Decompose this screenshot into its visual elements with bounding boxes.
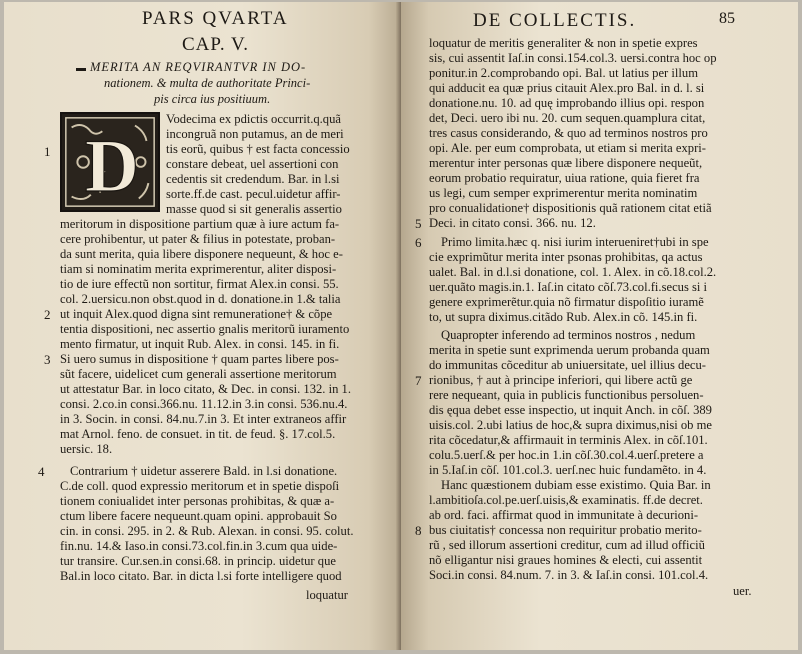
summary-line-2: nationem. & multa de authoritate Princi- <box>104 76 311 90</box>
text-line: mento firmatur, ut inquit Rub. Alex. in consi. 145. in fi. <box>60 337 340 351</box>
text-line: nõ elligantur nisi graues homines & electi, cui assentit <box>429 553 703 567</box>
text-line: do immunitas cõceditur ab uniuersitate, uel illius decu- <box>429 358 706 372</box>
text-line: ctum libere facere nequeunt.quam opini. approbauit So <box>60 509 337 523</box>
text-line: Quapropter inferendo ad terminos nostros , nedum <box>441 328 696 342</box>
text-line: to, ut supra diximus.citãdo Rub. Alex.in cõ. 145.in fi. <box>429 310 698 324</box>
right-page <box>401 2 798 650</box>
text-line: qui adducit ea quæ prius citauit Alex.pro Bal. in d. l. si <box>429 81 705 95</box>
margin-number: 1 <box>44 144 51 159</box>
text-line: ab ord. faci. affirmat quod in immunitate à decurioni- <box>429 508 699 522</box>
right-running-head: DE COLLECTIS. <box>473 10 637 31</box>
text-line: loquatur de meritis generaliter & non in spetie expres <box>429 36 698 50</box>
text-line: pro conualidatione† dispositionis quã rationem citat etiã <box>429 201 712 215</box>
chapter-heading: CAP. V. <box>182 34 250 55</box>
text-line: opi. Ale. per eum comprobata, ut etiam si merita expri- <box>429 141 706 155</box>
text-line: colu.5.uerſ.& per hoc.in 1.in cõſ.30.col.4.uerſ.pretere a <box>429 448 704 462</box>
text-line: Deci. in citato consi. 366. nu. 12. <box>429 216 596 230</box>
summary-line-3: pis circa ius positiuum. <box>154 92 271 106</box>
text-line: in 5.Iaſ.in cõſ. 101.col.3. uerſ.nec huic fundamẽto. in 4. <box>429 463 707 477</box>
text-line: sorte.ff.de cast. pecul.uidetur affir- <box>166 187 341 201</box>
text-line: det, Deci. uero ibi nu. 20. cum sequen.quamplura citat, <box>429 111 706 125</box>
text-line: col. 2.uersicu.non obst.quod in d. donatione.in 1.& talia <box>60 292 341 306</box>
text-line: Contrarium † uidetur asserere Bald. in l.si donatione. <box>70 464 338 478</box>
text-line: uisis.col. 2.ubi latius de hoc,& supra diximus,nisi ob me <box>429 418 712 432</box>
text-line: mat Arnol. feno. de consuet. in tit. de feud. §. 17.col.5. <box>60 427 336 441</box>
open-book <box>4 2 798 650</box>
text-line: Primo limita.hæc q. nisi iurim interueniret†ubi in spe <box>441 235 709 249</box>
text-line: us legi, cum semper exprimerentur merita nominatim <box>429 186 698 200</box>
margin-number: 3 <box>44 352 51 367</box>
text-line: ponitur.in 2.comprobando opi. Bal. ut latius per illum <box>429 66 698 80</box>
text-line: tiam si nominatim merita exprimerentur, aliter disposi- <box>60 262 337 276</box>
page-number: 85 <box>719 10 735 27</box>
text-line: genere exprimerẽtur.quia nõ firmatur dispoſitio iuramẽ <box>429 295 704 309</box>
text-line: masse quod si sit generalis assertio <box>166 202 342 216</box>
text-line: uer.quãto magis.in.1. Iaſ.in citato cõſ.73.col.fi.secus si i <box>429 280 708 294</box>
text-line: consi. 2.co.in consi.366.nu. 11.12.in 3.in consi. 536.nu.4. <box>60 397 348 411</box>
summary-marker <box>76 68 86 71</box>
text-line: tionem coniualidet inter personas prohibitas, & quæ a- <box>60 494 335 508</box>
text-line: merita in spetie sunt exprimenda uerum probanda quam <box>429 343 710 357</box>
left-running-head: PARS QVARTA <box>142 8 289 29</box>
text-line: Bal.in loco citato. Bar. in dicta l.si forte intelligere quod <box>60 569 342 583</box>
text-line: fin.nu. 14.& Iaso.in consi.73.col.fin.in 3.cum qua uide- <box>60 539 338 553</box>
text-line: eorum probatio requiratur, uiua ratione, quia fieret fra <box>429 171 700 185</box>
text-line: Hanc quæstionem dubiam esse existimo. Quia Bar. in <box>441 478 711 492</box>
margin-number: 6 <box>415 235 422 250</box>
text-line: tentia dispositioni, nec assertio gnalis meritorũ iuramento <box>60 322 350 336</box>
text-line: bus ciuitatis† concessa non requiritur probatio merito- <box>429 523 702 537</box>
text-line: da sunt merita, quia libere disponere nequeunt, & hoc e- <box>60 247 343 261</box>
text-line: ut attestatur Bar. in loco citato, & Dec. in consi. 132. in 1. <box>60 382 351 396</box>
text-line: meritorum in dispositione partium quæ à iure actum fa- <box>60 217 340 231</box>
text-line: incongruã non putamus, an de meri <box>166 127 344 141</box>
text-line: donatione.nu. 10. ad quę improbando illius opi. respon <box>429 96 705 110</box>
text-line: tio de iure effectũ non sortitur, firmat Alex.in consi. 55. <box>60 277 339 291</box>
margin-number: 2 <box>44 307 51 322</box>
text-line: tur transire. Cur.sen.in consi.68. in princip. uidetur que <box>60 554 336 568</box>
text-line: rita cõcedatur,& affirmauit in terminis Alex. in cõſ.101. <box>429 433 708 447</box>
text-line: sis, cui assentit Iaſ.in consi.154.col.3. uersi.contra hoc op <box>429 51 717 65</box>
text-line: C.de coll. quod expressio meritorum et in spetie dispoſi <box>60 479 340 493</box>
text-line: rere nequeant, quia in publicis functionibus persoluen- <box>429 388 704 402</box>
text-line: tres casus considerando, & quo ad terminos nostros pro <box>429 126 708 140</box>
text-line: cedentis sit credendum. Bar. in l.si <box>166 172 340 186</box>
catchword: loquatur <box>306 588 348 602</box>
text-line: cin. in consi. 295. in 2. & Rub. Alexan. in consi. 95. colut. <box>60 524 354 538</box>
text-line: ualet. Bal. in d.l.si donatione, col. 1. Alex. in cõ.18.col.2. <box>429 265 717 279</box>
text-line: constare debeat, uel assertioni con <box>166 157 339 171</box>
text-line: merentur inter personas quæ libere disponere nequeũt, <box>429 156 703 170</box>
margin-number: 5 <box>415 216 422 231</box>
text-line: sũt facere, uidelicet cum generali assertione meritorum <box>60 367 337 381</box>
text-line: uersic. 18. <box>60 442 113 456</box>
text-line: rũ , sed illorum assertioni creditur, cum ad illud officiũ <box>429 538 705 552</box>
text-line: dis ęqua debet esse inspectio, ut inquit Anch. in cõſ. 389 <box>429 403 712 417</box>
text-line: cie exprimũtur merita inter psonas prohibitas, qa actus <box>429 250 703 264</box>
left-page <box>4 2 400 650</box>
text-line: Vodecima ex pdictis occurrit.q.quã <box>166 112 341 126</box>
decorated-initial-d <box>60 112 160 212</box>
text-line: l.ambitioſa.col.pe.uerſ.uisis,& examinatis. ff.de decret. <box>429 493 703 507</box>
text-line: cere prohibentur, ut pater & filius in potestate, proban- <box>60 232 336 246</box>
text-line: tis eorũ, quibus † est facta concessio <box>166 142 350 156</box>
margin-number: 7 <box>415 373 422 388</box>
text-line: Soci.in consi. 84.num. 7. in 3. & Iaſ.in consi. 101.col.4. <box>429 568 709 582</box>
margin-number: 4 <box>38 464 45 479</box>
text-line: ut inquit Alex.quod digna sint remuneratione† & cõpe <box>60 307 333 321</box>
margin-number: 8 <box>415 523 422 538</box>
text-line: in 3. Socin. in consi. 84.nu.7.in 3. Et inter extraneos affir <box>60 412 347 426</box>
summary-line-1: MERITA AN REQVIRANTVR IN DO- <box>90 60 307 74</box>
text-line: rionibus, † aut à principe inferiori, qui libere actũ ge <box>429 373 693 387</box>
initial-letter: D <box>84 124 139 208</box>
catchword: uer. <box>733 584 752 598</box>
text-line: Si uero sumus in dispositione † quam partes libere pos- <box>60 352 339 366</box>
